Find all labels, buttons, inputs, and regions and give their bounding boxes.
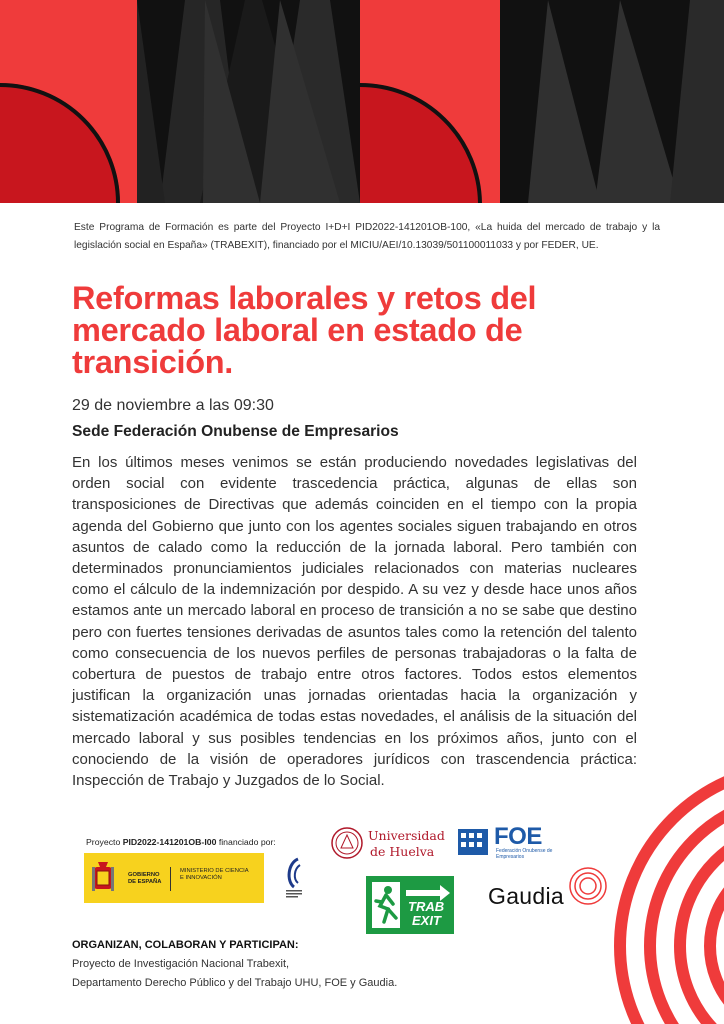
foe-logo	[456, 823, 566, 863]
aei-logo-icon	[280, 855, 308, 901]
trabexit-line1: TRAB	[408, 899, 445, 914]
description-text: En los últimos meses venimos se están produciendo novedades legislativas del orden social con evidente trascedencia práctica, algunas de ellas son transposiciones de Directivas que además coinciden en el tiempo con la propia agenda del Gobierno que junto con los agentes sociales siguen trabajando en otros asuntos de calado como la reducción de la jornada laboral. Pero también con determinados pronunciamientos judiciales relacionados con materias nucleares como el cálculo de la indemnización por despido. A su vez y desde hace unos años estamos ante un mercado laboral en proceso de transición a no se sabe que destino pero con fuertes tensiones derivadas de asuntos tales como la retención del talento como consecuencia de los nuevos perfiles de personas trabajadoras o la falta de cobertura de puestos de trabajo entre otros factores. Todos estos elementos justifican la organización unas jornadas orientadas hacia la organización y sistematización académica de todas estas novedades, el análisis de la situación del mercado laboral y sus posibles tendencias en los próximos años, junto con el conociendo de la visión de operadores jurídicos con trascendencia práctica: Inspección de Trabajo y Juzgados de lo Social.	[72, 454, 637, 790]
foe-subtitle: Federación Onubense de Empresarios	[496, 848, 553, 860]
event-venue: Sede Federación Onubense de Empresarios	[72, 423, 399, 440]
universidad-huelva-logo	[330, 826, 445, 862]
foe-building-icon	[456, 825, 490, 859]
project-caption-prefix: Proyecto	[86, 837, 123, 847]
universidad-label: Universidad	[368, 828, 445, 843]
trabexit-logo	[366, 876, 454, 934]
foe-label: FOE	[494, 823, 542, 850]
project-caption-suffix: financiado por:	[216, 837, 276, 847]
spain-coat-of-arms-icon	[92, 861, 114, 895]
project-caption	[86, 837, 276, 847]
gaudia-label: Gaudia	[488, 883, 564, 909]
ministerio-label: MINISTERIO DE CIENCIA E INNOVACIÓN	[180, 868, 249, 881]
page-title: Reformas laborales y retos del mercado laboral en estado de transición.	[72, 280, 537, 380]
decorative-arcs	[600, 770, 724, 1024]
project-code: PID2022-141201OB-I00	[122, 837, 217, 847]
university-seal-icon	[330, 826, 364, 860]
huelva-label: de Huelva	[370, 844, 435, 859]
organizers-line-1: Proyecto de Investigación Nacional Trabexit,	[72, 958, 290, 970]
event-date: 29 de noviembre a las 09:30	[72, 397, 274, 414]
gaudia-logo	[488, 866, 608, 916]
intro-text: Este Programa de Formación es parte del Proyecto I+D+I PID2022-141201OB-100, «La huida del mercado de trabajo y la legislación social en España» (TRABEXIT), financiado por el MICIU/AEI/10.13039/501100011033 y por FEDER, UE.	[74, 222, 660, 251]
gobierno-ministerio-logo	[84, 853, 264, 903]
gobierno-label: GOBIERNO DE ESPAÑA	[128, 872, 162, 885]
organizers-heading: ORGANIZAN, COLABORAN Y PARTICIPAN:	[72, 939, 299, 951]
gaudia-circles-icon	[568, 866, 608, 906]
organizers-line-2: Departamento Derecho Público y del Trabajo UHU, FOE y Gaudia.	[72, 977, 398, 989]
trabexit-line2: EXIT	[412, 913, 441, 928]
logo-divider	[170, 867, 171, 891]
decorative-banner	[0, 0, 724, 203]
